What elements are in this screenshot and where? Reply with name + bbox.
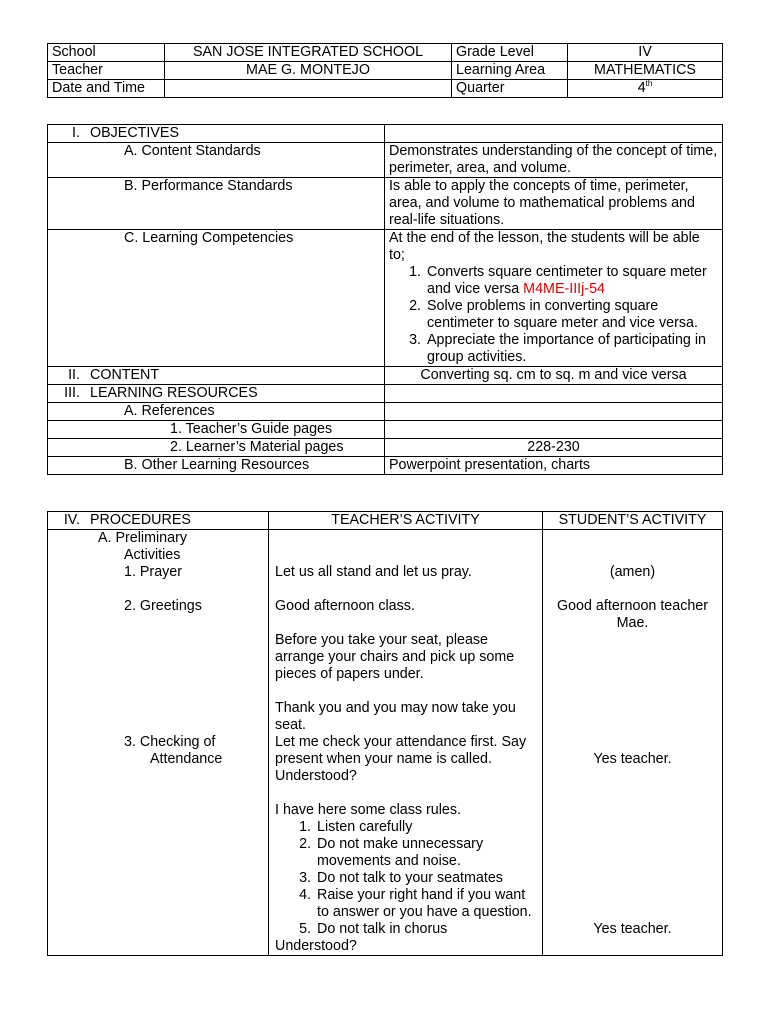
teachers-guide-label [48,421,385,439]
rule-item [275,870,538,887]
grade-level-label: Grade Level [452,44,568,62]
references-blank [385,403,723,421]
rule-item [275,921,538,938]
teacher-value: MAE G. MONTEJO [165,62,452,80]
rules-outro: Understood? [275,938,357,954]
teachers-guide-text: 1. Teacher’s Guide pages [170,421,333,437]
resources-title: LEARNING RESOURCES [90,385,258,401]
competency-code: M4ME-IIIj-54 [523,281,605,297]
date-time-label: Date and Time [48,80,165,98]
content-title: CONTENT [90,367,160,383]
other-resources-value: Powerpoint presentation, charts [385,457,723,475]
prayer-student: (amen) [609,564,656,580]
objectives-heading-blank [385,125,723,143]
competency-item [399,264,718,298]
rule-text: Do not make unnecessary movements and noise. [317,836,484,869]
greetings-student: Good afternoon teacher Mae. [556,598,709,631]
competency-number: 2. [409,298,421,314]
learning-competencies-value [385,230,723,367]
teacher-activity-header: TEACHER’S ACTIVITY [269,512,543,530]
performance-standards-value: Is able to apply the concepts of time, perimeter, area, and volume to mathematical problems and real-life situations. [385,178,723,230]
competency-item [399,298,718,332]
references-label [48,403,385,421]
attendance-teacher: Let me check your attendance first. Say present when your name is called. Understood? [275,734,527,784]
quarter-label: Quarter [452,80,568,98]
procedures-num: IV. [63,512,80,528]
rule-text: Raise your right hand if you want to answer or you have a question. [317,887,532,920]
prayer-teacher: Let us all stand and let us pray. [275,564,472,580]
resources-heading [48,385,385,403]
learners-material-value: 228-230 [385,439,723,457]
rule-number: 3. [299,870,311,886]
rules-list [275,819,538,938]
student-activity-cell [543,530,723,956]
content-num: II. [68,367,80,383]
header-table [47,43,723,98]
performance-standards-label [48,178,385,230]
rule-number: 5. [299,921,311,937]
competency-number: 3. [409,332,421,348]
teacher-activity-cell [269,530,543,956]
references-text: A. References [124,403,215,419]
procedures-heading [48,512,269,530]
performance-standards-text: B. Performance Standards [124,178,293,194]
other-resources-label [48,457,385,475]
rule-number: 4. [299,887,311,903]
competency-text: Appreciate the importance of participating in group activities. [427,332,706,365]
rule-text: Listen carefully [317,819,413,835]
attendance-label-cont: Attendance [150,751,223,767]
rule-text: Do not talk in chorus [317,921,448,937]
rule-item [275,836,538,870]
learners-material-label [48,439,385,457]
greetings-teacher: Good afternoon class. [275,598,415,614]
content-heading [48,367,385,385]
attendance-student: Yes teacher. [593,751,672,767]
learning-area-label: Learning Area [452,62,568,80]
teachers-guide-value [385,421,723,439]
grade-level-value: IV [568,44,723,62]
competency-item [399,332,718,366]
other-resources-text: B. Other Learning Resources [124,457,310,473]
competency-text-wrap [427,264,718,298]
school-value: SAN JOSE INTEGRATED SCHOOL [165,44,452,62]
attendance-label: 3. Checking of [124,734,216,750]
objectives-num: I. [72,125,80,141]
quarter-number: 4 [637,80,646,96]
learners-material-text: 2. Learner’s Material pages [170,439,344,455]
objectives-title: OBJECTIVES [90,125,179,141]
date-time-value [165,80,452,98]
preliminary-label-cont: Activities [124,547,181,563]
resources-heading-blank [385,385,723,403]
competencies-intro: At the end of the lesson, the students will be able to; [389,230,700,263]
competency-text: Converts square centimeter to square meter and vice versa [427,264,707,297]
rules-intro: I have here some class rules. [275,802,461,818]
learning-area-value: MATHEMATICS [568,62,723,80]
procedures-table [47,511,723,956]
thank-teacher: Thank you and you may now take you seat. [275,700,516,733]
procedures-labels [48,530,269,956]
rule-number: 2. [299,836,311,852]
rule-item [275,887,538,921]
content-standards-value: Demonstrates understanding of the concept of time, perimeter, area, and volume. [385,143,723,178]
learning-competencies-text: C. Learning Competencies [124,230,294,246]
quarter-suffix: th [645,79,653,89]
school-label: School [48,44,165,62]
rules-student: Yes teacher. [593,921,672,937]
rule-text: Do not talk to your seatmates [317,870,503,886]
competency-text: Solve problems in converting square centimeter to square meter and vice versa. [427,298,698,331]
rule-number: 1. [299,819,311,835]
student-activity-header: STUDENT’S ACTIVITY [543,512,723,530]
objectives-heading [48,125,385,143]
greetings-label: 2. Greetings [124,598,202,614]
preliminary-label: A. Preliminary [98,530,187,546]
prayer-label: 1. Prayer [124,564,183,580]
resources-num: III. [64,385,80,401]
content-value: Converting sq. cm to sq. m and vice versa [385,367,723,385]
teacher-label: Teacher [48,62,165,80]
quarter-value [568,80,723,98]
procedures-title: PROCEDURES [90,512,191,528]
learning-competencies-label [48,230,385,367]
content-standards-text: A. Content Standards [124,143,261,159]
competency-number: 1. [409,264,421,280]
arrange-teacher: Before you take your seat, please arrange your chairs and pick up some pieces of papers under. [275,632,515,682]
content-standards-label [48,143,385,178]
competencies-list [389,264,718,366]
objectives-table [47,124,723,475]
rule-item [275,819,538,836]
